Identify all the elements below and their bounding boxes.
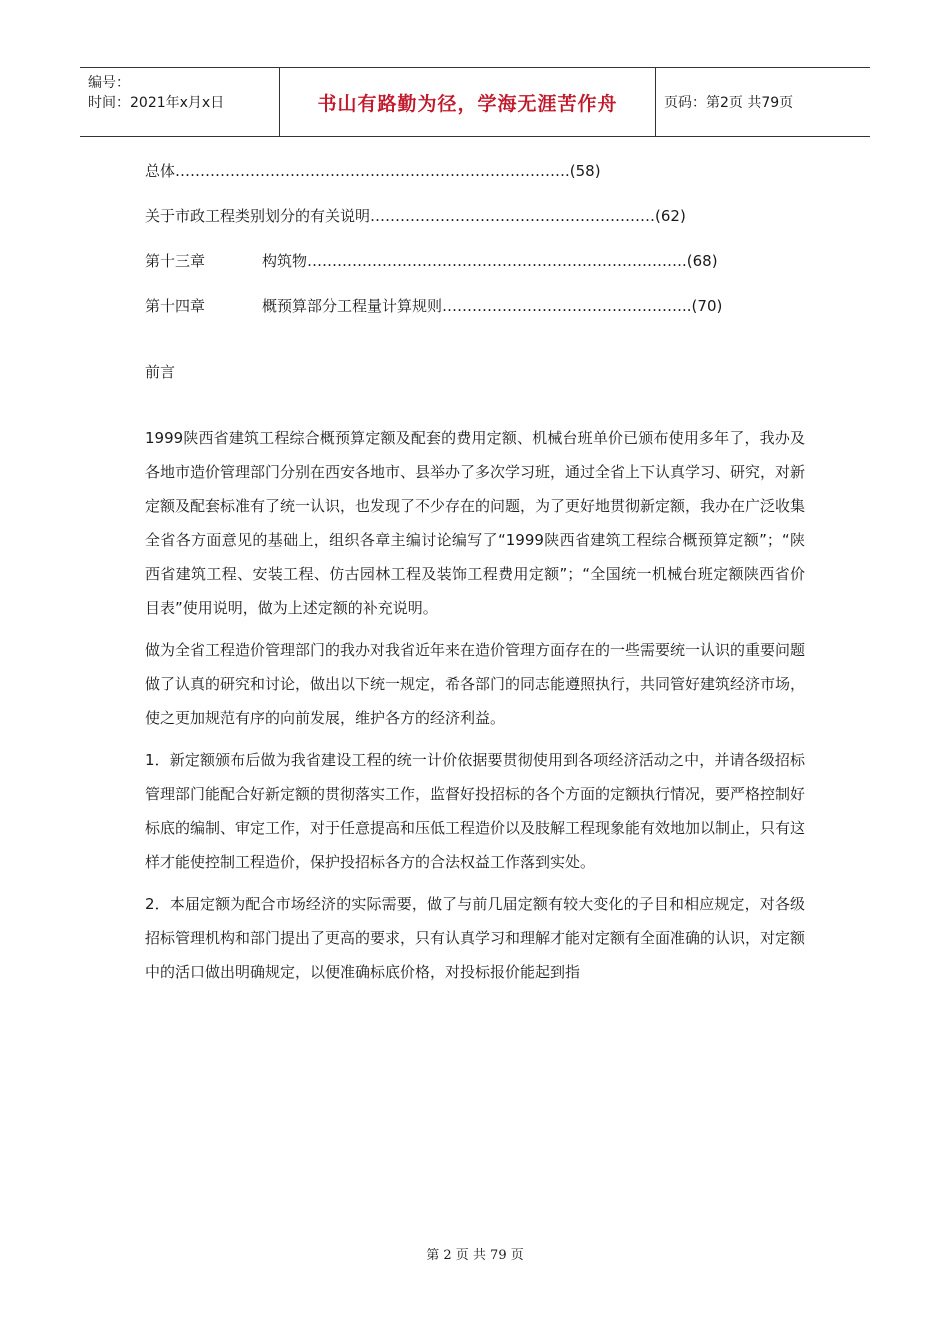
toc-title: 关于市政工程类别划分的有关说明 bbox=[145, 207, 371, 225]
document-time: 时间：2021年x月x日 bbox=[88, 95, 225, 111]
toc-page: ..(70) bbox=[682, 297, 723, 315]
toc-entry bbox=[145, 203, 815, 248]
paragraph: 做为全省工程造价管理部门的我办对我省近年来在造价管理方面存在的一些需要统一认识的重要问题做了认真的研究和讨论，做出以下统一规定，希各部门的同志能遵照执行，共同管好建筑经济市场，使之更加规范有序的向前发展，维护各方的经济利益。 bbox=[145, 641, 806, 727]
toc-title: 构筑物 bbox=[262, 252, 308, 270]
toc-page: (62) bbox=[655, 207, 686, 225]
toc-leader: ………………………………………………………………… bbox=[307, 252, 683, 270]
document-number-label: 编号： bbox=[88, 75, 130, 91]
table-of-contents bbox=[145, 158, 815, 338]
header-motto: 书山有路勤为径，学海无涯苦作舟 bbox=[280, 68, 656, 136]
toc-entry bbox=[145, 248, 815, 293]
preface-heading: 前言 bbox=[145, 363, 176, 381]
header-meta bbox=[80, 68, 280, 136]
toc-page: .(58) bbox=[565, 162, 601, 180]
toc-leader: ………………………………………………… bbox=[370, 207, 656, 225]
header-page-info: 页码：第2页 共79页 bbox=[664, 95, 794, 111]
paragraph: 2．本届定额为配合市场经济的实际需要，做了与前几届定额有较大变化的子目和相应规定，对各级招标管理机构和部门提出了更高的要求，只有认真学习和理解才能对定额有全面准确的认识，对定额中的活口做出明确规定，以便准确标底价格，对投标报价能起到指 bbox=[145, 895, 806, 981]
paragraph: 1999陕西省建筑工程综合概预算定额及配套的费用定额、机械台班单价已颁布使用多年了，我办及各地市造价管理部门分别在西安各地市、县举办了多次学习班，通过全省上下认真学习、研究，对新定额及配套标准有了统一认识，也发现了不少存在的问题，为了更好地贯彻新定额，我办在广泛收集全省各方面意见的基础上，组织各章主编讨论编写了“1999陕西省建筑工程综合概预算定额”；“陕西省建筑工程、安装工程、仿古园林工程及装饰工程费用定额”；“全国统一机械台班定额陕西省价目表”使用说明，做为上述定额的补充说明。 bbox=[145, 429, 806, 617]
toc-chapter: 第十四章 bbox=[145, 297, 206, 315]
toc-page: .(68) bbox=[682, 252, 718, 270]
toc-leader: …………………………………………………………………… bbox=[175, 162, 566, 180]
toc-chapter: 第十三章 bbox=[145, 252, 206, 270]
toc-title: 总体 bbox=[145, 162, 176, 180]
document-body bbox=[145, 355, 805, 989]
toc-leader: ………………………………………… bbox=[442, 297, 683, 315]
page-footer: 第 2 页 共 79 页 bbox=[426, 1248, 524, 1263]
toc-entry bbox=[145, 293, 815, 338]
toc-entry bbox=[145, 158, 815, 203]
toc-title: 概预算部分工程量计算规则 bbox=[262, 297, 443, 315]
paragraph: 1．新定额颁布后做为我省建设工程的统一计价依据要贯彻使用到各项经济活动之中，并请各级招标管理部门能配合好新定额的贯彻落实工作，监督好投招标的各个方面的定额执行情况，要严格控制好标底的编制、审定工作，对于任意提高和压低工程造价以及肢解工程现象能有效地加以制止，只有这样才能使控制工程造价，保护投招标各方的合法权益工作落到实处。 bbox=[145, 751, 806, 871]
page-header bbox=[80, 67, 870, 137]
